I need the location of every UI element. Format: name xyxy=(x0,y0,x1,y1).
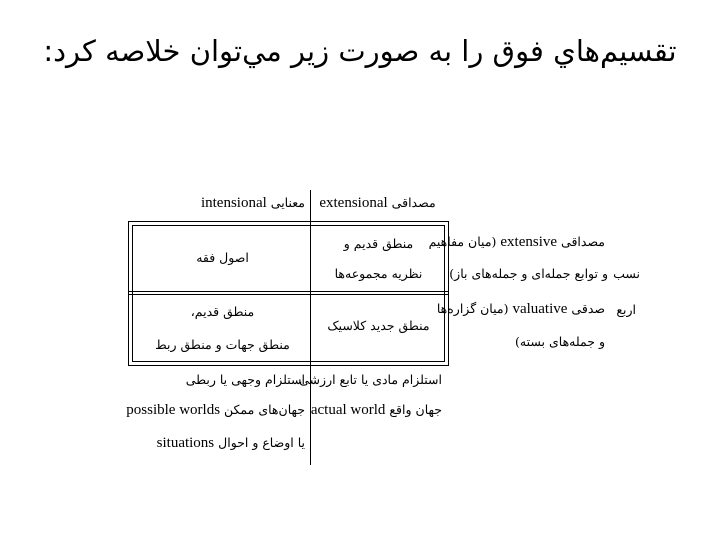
row3-int-line1: استلزام وجهی یا ربطی xyxy=(185,372,305,387)
row1-label-line2: و توابع جمله‌ای و جمله‌های باز) xyxy=(449,266,608,281)
row3-ext-line2 xyxy=(312,402,442,419)
row2-int-line1: منطق قدیم، xyxy=(190,304,255,319)
row2-label-suffix: (میان گزاره‌ها xyxy=(436,301,509,316)
row3-int3-fa: یا اوضاع و احوال xyxy=(218,435,305,450)
row1-ext-line2: نظریه مجموعه‌ها xyxy=(334,266,423,281)
header-extensional xyxy=(315,195,440,212)
row3-int-fa: جهان‌های ممکن xyxy=(224,402,305,417)
row3-ext-line1: استلزام مادی یا تابع ارزشی xyxy=(299,372,442,387)
row1-ext-line1: منطق قدیم و xyxy=(343,236,414,251)
side-label-line2: اربع xyxy=(616,302,636,317)
row3-int-line2 xyxy=(126,402,305,419)
header-intensional-en: intensional xyxy=(200,195,267,211)
row-divider-double-2 xyxy=(128,294,449,295)
side-label-line1: نسب xyxy=(613,266,640,281)
row-divider-double-1 xyxy=(128,291,449,292)
row3-int3-en: situations xyxy=(156,435,215,451)
row1-label-line1 xyxy=(428,234,605,251)
row3-int-en: possible worlds xyxy=(126,402,221,418)
header-extensional-en: extensional xyxy=(319,195,388,211)
row3-int-line3 xyxy=(135,435,305,452)
header-extensional-fa: مصداقی xyxy=(391,195,436,210)
slide-title: تقسيم‌هاي فوق را به صورت زير مي‌توان خلاصه كرد: xyxy=(43,34,677,68)
row3-ext-en: actual world xyxy=(310,402,386,418)
row2-int-line2: منطق جهات و منطق ربط xyxy=(155,337,290,352)
row1-label-suffix: (میان مفاهیم xyxy=(428,234,497,249)
row3-ext-fa: جهان واقع xyxy=(389,402,442,417)
row2-label-en: valuative xyxy=(512,301,568,317)
row2-ext: منطق جدید کلاسیک xyxy=(327,318,430,333)
row1-label-en: extensive xyxy=(500,234,558,250)
header-intensional-fa: معنایی xyxy=(270,195,305,210)
row1-int: اصول فقه xyxy=(196,250,249,265)
header-intensional xyxy=(180,195,305,212)
row1-label-prefix: مصداقی xyxy=(561,234,605,249)
row2-label-line1 xyxy=(436,301,605,318)
row2-label-prefix: صدقی xyxy=(571,301,605,316)
row2-label-line2: و جمله‌های بسته) xyxy=(515,334,605,349)
